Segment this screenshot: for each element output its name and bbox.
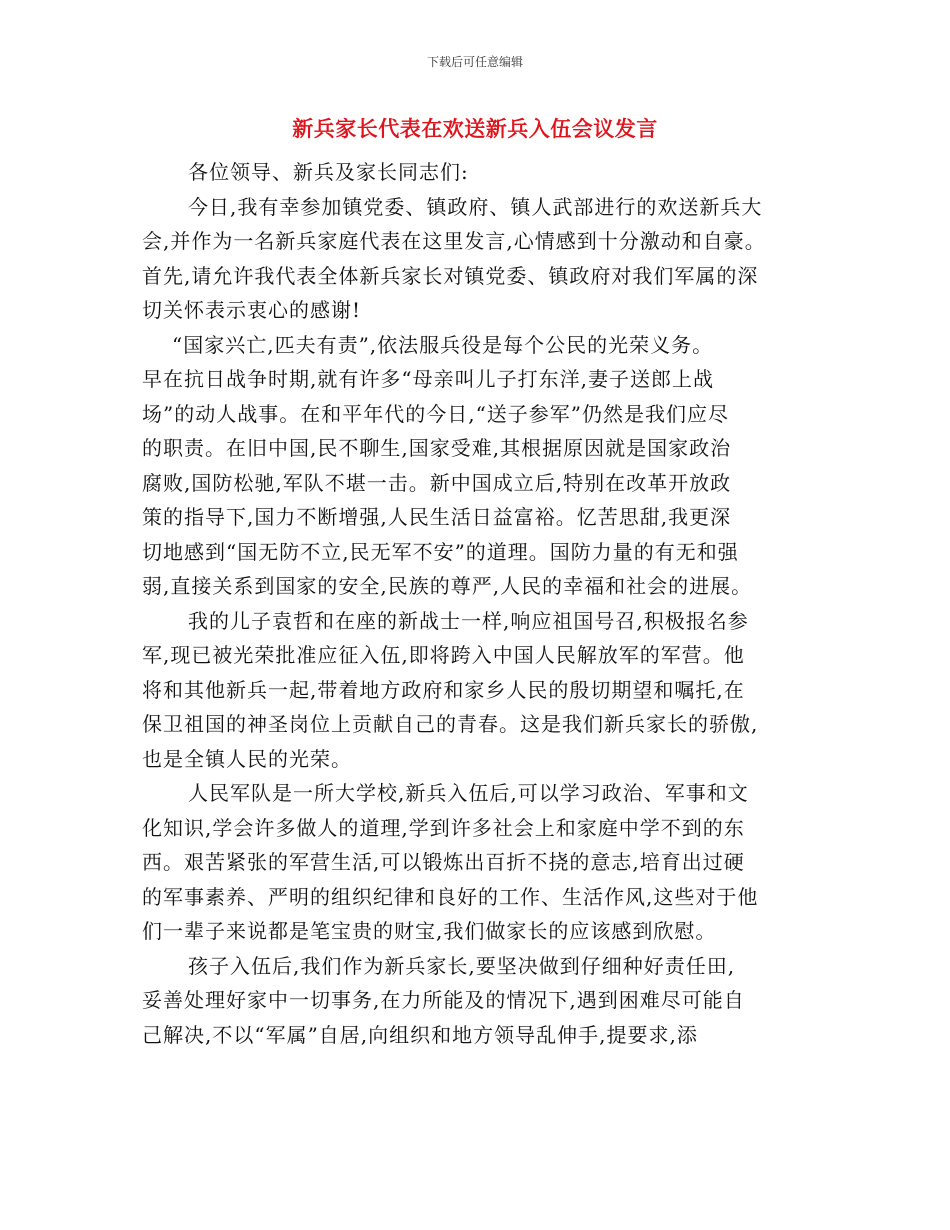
text-line: 各位领导、新兵及家长同志们: xyxy=(188,160,469,184)
text-line: 会,并作为一名新兵家庭代表在这里发言,心情感到十分激动和自豪。 xyxy=(142,229,766,253)
text-line: 西。艰苦紧张的军营生活,可以锻炼出百折不挠的意志,培育出过硬 xyxy=(142,850,745,874)
text-line: 首先,请允许我代表全体新兵家长对镇党委、镇政府对我们军属的深 xyxy=(142,264,759,288)
text-line: 的职责。在旧中国,民不聊生,国家受难,其根据原因就是国家政治 xyxy=(142,436,732,460)
text-line: 孩子入伍后,我们作为新兵家长,要坚决做到仔细种好责任田, xyxy=(188,954,736,978)
text-line: 的军事素养、严明的组织纪律和良好的工作、生活作风,这些对于他 xyxy=(142,885,759,909)
text-line: 腐败,国防松驰,军队不堪一击。新中国成立后,特别在改革开放政 xyxy=(142,471,732,495)
text-line: 策的指导下,国力不断增强,人民生活日益富裕。忆苦思甜,我更深 xyxy=(142,505,732,529)
text-line: 场”的动人战事。在和平年代的今日,“送子参军”仍然是我们应尽 xyxy=(142,402,730,426)
text-line: 人民军队是一所大学校,新兵入伍后,可以学习政治、军事和文 xyxy=(188,781,749,805)
text-line: 今日,我有幸参加镇党委、镇政府、镇人武部进行的欢送新兵大 xyxy=(188,195,763,219)
text-line: 化知识,学会许多做人的道理,学到许多社会上和家庭中学不到的东 xyxy=(142,816,745,840)
text-line: 将和其他新兵一起,带着地方政府和家乡人民的殷切期望和嘱托,在 xyxy=(142,678,745,702)
text-line: 妥善处理好家中一切事务,在力所能及的情况下,遇到困难尽可能自 xyxy=(142,988,745,1012)
text-line: 弱,直接关系到国家的安全,民族的尊严,人民的幸福和社会的进展。 xyxy=(142,574,753,598)
text-line: 我的儿子袁哲和在座的新战士一样,响应祖国号召,积极报名参 xyxy=(188,609,749,633)
text-line: 切地感到“国无防不立,民无军不安”的道理。国防力量的有无和强 xyxy=(142,540,739,564)
text-line: 们一辈子来说都是笔宝贵的财宝,我们做家长的应该感到欣慰。 xyxy=(142,919,717,943)
text-line: 己解决,不以“军属”自居,向组织和地方领导乱伸手,提要求,添 xyxy=(142,1023,698,1047)
text-line: “国家兴亡,匹夫有责”,依法服兵役是每个公民的光荣义务。 xyxy=(172,333,714,357)
text-line: 军,现已被光荣批准应征入伍,即将跨入中国人民解放军的军营。他 xyxy=(142,643,745,667)
document-title: 新兵家长代表在欢送新兵入伍会议发言 xyxy=(292,116,658,141)
text-line: 早在抗日战争时期,就有许多“母亲叫儿子打东洋,妻子送郎上战 xyxy=(142,367,714,391)
header-note: 下载后可任意编辑 xyxy=(426,55,523,69)
text-line: 也是全镇人民的光荣。 xyxy=(142,747,352,771)
text-line: 保卫祖国的神圣岗位上贡献自己的青春。这是我们新兵家长的骄傲, xyxy=(142,712,759,736)
text-line: 切关怀表示衷心的感谢! xyxy=(142,298,362,322)
